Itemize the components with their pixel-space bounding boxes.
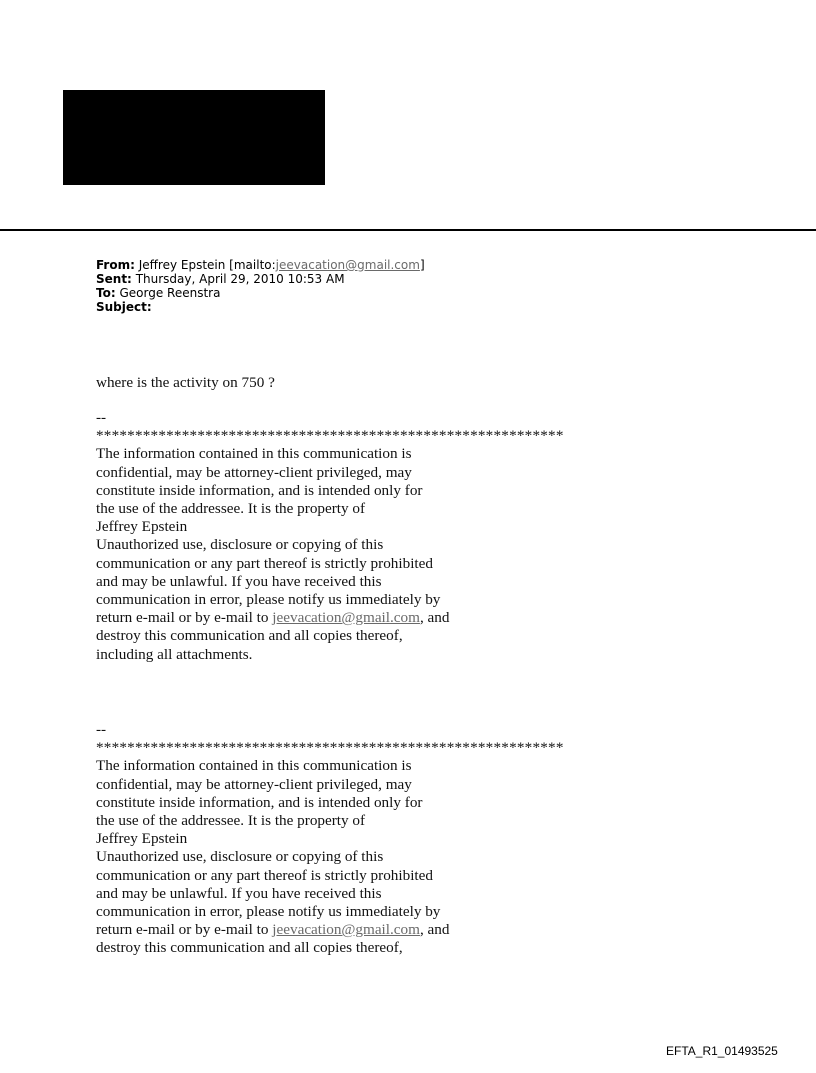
disclaimer-stars: ************************************************************ [96, 739, 564, 757]
disclaimer-return-line [96, 921, 564, 939]
disclaimer-line: Jeffrey Epstein [96, 830, 188, 848]
disclaimer-line: and may be unlawful. If you have received this [96, 572, 382, 590]
subject-row [96, 300, 425, 314]
disclaimer-line: communication in error, please notify us immediately by [96, 591, 441, 609]
return-suffix: , and [419, 609, 450, 627]
subject-label: Subject: [96, 300, 152, 314]
return-prefix: return e-mail or by e-mail to [96, 921, 273, 939]
from-close: ] [419, 258, 425, 272]
to-row [96, 286, 425, 300]
disclaimer-block-repeat [96, 721, 564, 958]
message-body: where is the activity on 750 ? [96, 374, 275, 391]
disclaimer-destroy-line: destroy this communication and all copies thereof, [96, 627, 403, 645]
disclaimer-destroy-line: destroy this communication and all copies thereof, [96, 939, 403, 957]
disclaimer-dashes: -- [96, 409, 107, 426]
disclaimer-line: Jeffrey Epstein [96, 518, 188, 536]
disclaimer-line: and may be unlawful. If you have received this [96, 884, 382, 902]
from-email-link[interactable]: jeevacation@gmail.com [275, 258, 420, 272]
disclaimer-line: The information contained in this communication is [96, 757, 412, 775]
disclaimer-line: communication or any part thereof is strictly prohibited [96, 554, 433, 572]
disclaimer-email-link[interactable]: jeevacation@gmail.com [272, 609, 420, 627]
to-value: George Reenstra [119, 286, 221, 300]
email-header [96, 258, 425, 314]
disclaimer-email-link[interactable]: jeevacation@gmail.com [272, 921, 420, 939]
sent-value: Thursday, April 29, 2010 10:53 AM [135, 272, 345, 286]
disclaimer-line: the use of the addressee. It is the property of [96, 812, 366, 830]
disclaimer-line: Unauthorized use, disclosure or copying of this [96, 536, 384, 554]
document-id-footer: EFTA_R1_01493525 [666, 1044, 778, 1058]
sent-row [96, 272, 425, 286]
header-divider [0, 229, 816, 231]
return-prefix: return e-mail or by e-mail to [96, 609, 273, 627]
disclaimer-line: constitute inside information, and is intended only for [96, 793, 423, 811]
disclaimer-line: communication or any part thereof is strictly prohibited [96, 866, 433, 884]
disclaimer-line: The information contained in this communication is [96, 445, 412, 463]
disclaimer-line: communication in error, please notify us immediately by [96, 903, 441, 921]
from-label: From: [96, 258, 135, 272]
disclaimer-line: confidential, may be attorney-client privileged, may [96, 463, 412, 481]
redaction-block [63, 90, 325, 185]
disclaimer-dashes: -- [96, 721, 107, 738]
disclaimer-return-line [96, 609, 564, 627]
disclaimer-line: Unauthorized use, disclosure or copying of this [96, 848, 384, 866]
from-row [96, 258, 425, 272]
from-name: Jeffrey Epstein [mailto: [138, 258, 276, 272]
to-label: To: [96, 286, 116, 300]
return-suffix: , and [419, 921, 450, 939]
disclaimer-block [96, 409, 564, 664]
disclaimer-stars: ************************************************************ [96, 427, 564, 445]
disclaimer-line: constitute inside information, and is intended only for [96, 481, 423, 499]
disclaimer-including-line: including all attachments. [96, 645, 253, 663]
disclaimer-line: confidential, may be attorney-client privileged, may [96, 775, 412, 793]
disclaimer-line: the use of the addressee. It is the property of [96, 500, 366, 518]
sent-label: Sent: [96, 272, 132, 286]
